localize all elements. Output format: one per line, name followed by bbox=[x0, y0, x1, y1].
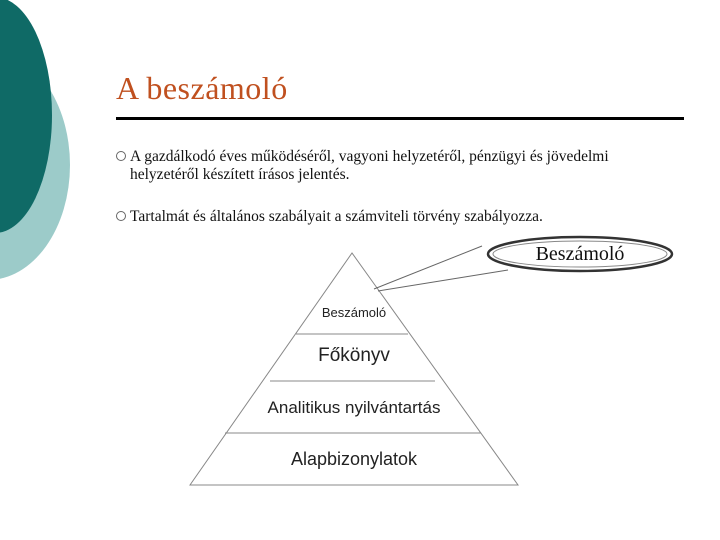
pyramid-level-beszamolo: Beszámoló bbox=[321, 305, 387, 320]
callout-label: Beszámoló bbox=[535, 243, 625, 265]
slide-title: A beszámoló bbox=[116, 70, 288, 106]
pyramid-level-alapbizonylatok: Alapbizonylatok bbox=[290, 449, 418, 469]
pyramid-level-fokonyv: Főkönyv bbox=[318, 345, 390, 366]
callout-pointer bbox=[378, 270, 508, 291]
pyramid-level-analitikus: Analitikus nyilvántartás bbox=[267, 398, 441, 417]
bullet-text: A gazdálkodó éves működéséről, vagyoni helyzetéről, pénzügyi és jövedelmi helyzetéről készített írásos jelentés. bbox=[130, 148, 609, 183]
bullet-text: Tartalmát és általános szabályait a számviteli törvény szabályozza. bbox=[130, 208, 543, 225]
